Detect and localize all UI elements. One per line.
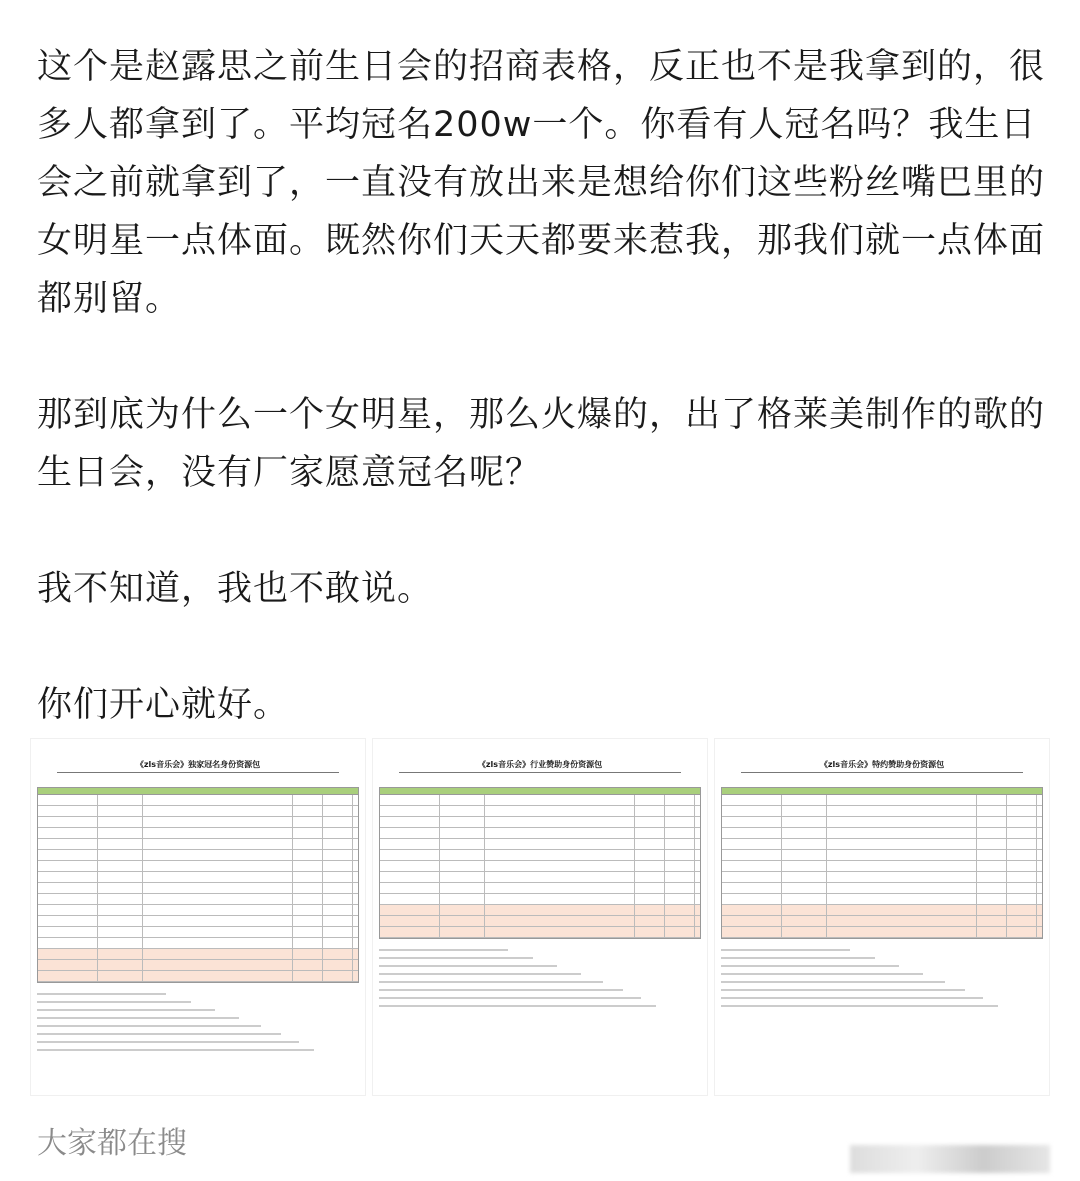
table-notes — [721, 949, 1043, 1007]
table-row — [380, 850, 700, 861]
table-row — [380, 905, 700, 916]
table-row — [722, 927, 1042, 938]
sponsor-table — [37, 787, 359, 983]
sponsor-table — [721, 787, 1043, 939]
table-row — [722, 850, 1042, 861]
table-row — [38, 817, 358, 828]
note-line — [37, 993, 166, 995]
blurred-search-terms — [850, 1145, 1050, 1173]
table-row — [380, 927, 700, 938]
image-grid — [30, 738, 1050, 1096]
post-paragraph: 那到底为什么一个女明星，那么火爆的，出了格莱美制作的歌的生日会，没有厂家愿意冠名呢？ — [37, 395, 1046, 493]
note-line — [721, 989, 965, 991]
note-line — [721, 949, 850, 951]
table-row — [38, 916, 358, 927]
post-paragraph: 你们开心就好。 — [37, 685, 290, 725]
table-title: 《zls音乐会》独家冠名身份资源包 — [57, 759, 339, 773]
post-body — [37, 38, 1047, 792]
note-line — [37, 1017, 239, 1019]
table-row — [722, 883, 1042, 894]
table-row — [380, 828, 700, 839]
table-row — [722, 894, 1042, 905]
table-row — [380, 883, 700, 894]
table-row — [38, 938, 358, 949]
table-row — [722, 839, 1042, 850]
note-line — [379, 949, 508, 951]
table-title: 《zls音乐会》特约赞助身份资源包 — [741, 759, 1023, 773]
note-line — [37, 1049, 314, 1051]
table-notes — [379, 949, 701, 1007]
note-line — [721, 973, 923, 975]
note-line — [37, 1041, 299, 1043]
table-row — [38, 850, 358, 861]
note-line — [379, 965, 557, 967]
table-row — [38, 905, 358, 916]
table-row — [380, 817, 700, 828]
note-line — [37, 1033, 281, 1035]
note-line — [379, 989, 623, 991]
note-line — [721, 997, 983, 999]
sponsor-table — [379, 787, 701, 939]
post-paragraph: 这个是赵露思之前生日会的招商表格，反正也不是我拿到的，很多人都拿到了。平均冠名200w一个。你看有人冠名吗？我生日会之前就拿到了，一直没有放出来是想给你们这些粉丝嘴巴里的女明星一点体面。既然你们天天都要来惹我，那我们就一点体面都别留。 — [37, 47, 1046, 319]
table-title: 《zls音乐会》行业赞助身份资源包 — [399, 759, 681, 773]
table-row — [38, 883, 358, 894]
table-row — [722, 872, 1042, 883]
note-line — [379, 973, 581, 975]
table-header — [722, 788, 1042, 795]
table-row — [38, 872, 358, 883]
table-row — [380, 839, 700, 850]
table-row — [38, 971, 358, 982]
table-row — [38, 960, 358, 971]
table-row — [722, 806, 1042, 817]
table-row — [38, 839, 358, 850]
table-row — [380, 795, 700, 806]
table-row — [38, 927, 358, 938]
table-row — [38, 949, 358, 960]
trending-search-label[interactable]: 大家都在搜 — [37, 1126, 187, 1161]
table-header — [38, 788, 358, 795]
note-line — [37, 1025, 261, 1027]
table-row — [722, 916, 1042, 927]
table-row — [722, 905, 1042, 916]
table-row — [38, 828, 358, 839]
note-line — [37, 1001, 191, 1003]
table-row — [380, 872, 700, 883]
table-row — [38, 795, 358, 806]
table-row — [722, 828, 1042, 839]
note-line — [721, 957, 875, 959]
table-row — [380, 861, 700, 872]
table-row — [722, 817, 1042, 828]
table-row — [722, 795, 1042, 806]
note-line — [379, 1005, 656, 1007]
table-row — [38, 861, 358, 872]
note-line — [379, 957, 533, 959]
note-line — [721, 965, 899, 967]
table-row — [722, 861, 1042, 872]
image-thumbnail[interactable] — [714, 738, 1050, 1096]
note-line — [721, 1005, 998, 1007]
table-notes — [37, 993, 359, 1051]
table-row — [380, 916, 700, 927]
note-line — [37, 1009, 215, 1011]
table-header — [380, 788, 700, 795]
note-line — [379, 981, 603, 983]
post-paragraph: 我不知道，我也不敢说。 — [37, 569, 434, 609]
note-line — [379, 997, 641, 999]
table-row — [38, 894, 358, 905]
note-line — [721, 981, 945, 983]
table-row — [38, 806, 358, 817]
table-row — [380, 806, 700, 817]
image-thumbnail[interactable] — [372, 738, 708, 1096]
image-thumbnail[interactable] — [30, 738, 366, 1096]
table-row — [380, 894, 700, 905]
